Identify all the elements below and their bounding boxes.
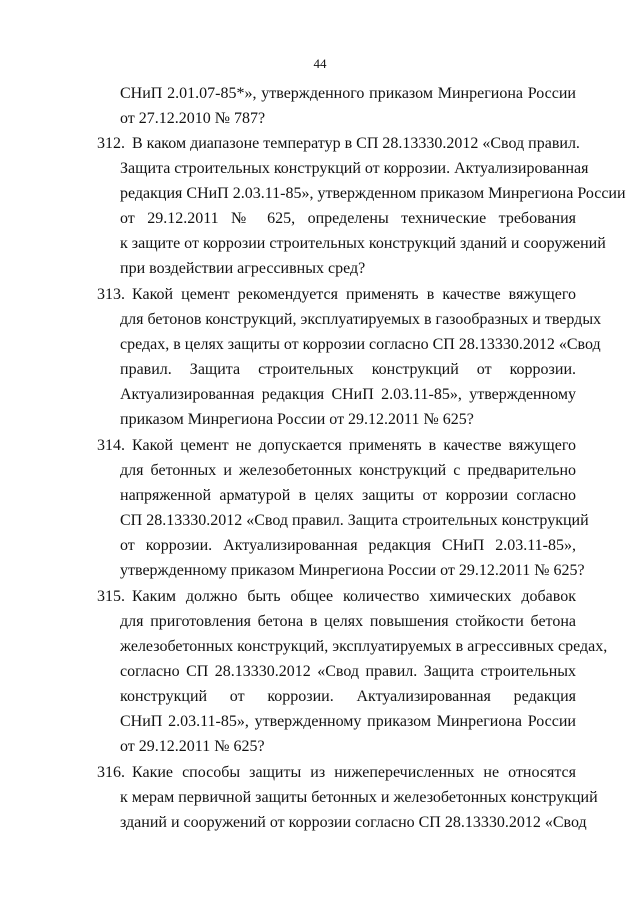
question-line: редакция СНиП 2.03.11-85», утвержденном приказом Минрегиона России bbox=[120, 185, 626, 202]
question-line: от 29.12.2011 № 625? bbox=[120, 738, 265, 755]
question-line: правил. Защита строительных конструкций от коррозии. bbox=[120, 361, 576, 378]
page-number: 44 bbox=[313, 56, 327, 71]
question-line: напряженной арматурой в целях защиты от коррозии согласно bbox=[120, 487, 576, 504]
question-line: В каком диапазоне температур в СП 28.13330.2012 «Свод правил. bbox=[132, 135, 580, 152]
question-number: 313. bbox=[97, 286, 125, 303]
question-line: Какие способы защиты из нижеперечисленных не относятся bbox=[132, 764, 576, 781]
question-number: 315. bbox=[97, 588, 125, 605]
question-line: СП 28.13330.2012 «Свод правил. Защита строительных конструкций bbox=[120, 512, 589, 529]
question-line: средах, в целях защиты от коррозии согласно СП 28.13330.2012 «Свод bbox=[120, 336, 601, 353]
question-line: для бетонов конструкций, эксплуатируемых в газообразных и твердых bbox=[120, 311, 602, 328]
question-line: СНиП 2.03.11-85», утвержденному приказом Минрегиона России bbox=[120, 713, 576, 730]
question-number: 314. bbox=[97, 437, 125, 454]
question-line: Каким должно быть общее количество химических добавок bbox=[132, 588, 576, 605]
question-line: Защита строительных конструкций от коррозии. Актуализированная bbox=[120, 160, 589, 177]
question-line: зданий и сооружений от коррозии согласно СП 28.13330.2012 «Свод bbox=[120, 814, 587, 831]
question-number: 316. bbox=[97, 764, 125, 781]
question-line: от коррозии. Актуализированная редакция СНиП 2.03.11-85», bbox=[120, 537, 576, 554]
question-line: Какой цемент рекомендуется применять в качестве вяжущего bbox=[132, 286, 576, 303]
question-line: Актуализированная редакция СНиП 2.03.11-85», утвержденному bbox=[120, 386, 576, 403]
question-line: конструкций от коррозии. Актуализированная редакция bbox=[120, 688, 576, 705]
question-line: при воздействии агрессивных сред? bbox=[120, 260, 366, 277]
question-line: Какой цемент не допускается применять в качестве вяжущего bbox=[132, 437, 576, 454]
question-line: от 29.12.2011 № 625, определены технические требования bbox=[120, 210, 576, 227]
question-line: утвержденному приказом Минрегиона России от 29.12.2011 № 625? bbox=[120, 562, 585, 579]
question-line: к мерам первичной защиты бетонных и железобетонных конструкций bbox=[120, 789, 598, 806]
question-line: приказом Минрегиона России от 29.12.2011 № 625? bbox=[120, 411, 474, 428]
intro-line: СНиП 2.01.07-85*», утвержденного приказом Минрегиона России bbox=[120, 85, 576, 102]
intro-line: от 27.12.2010 № 787? bbox=[120, 110, 266, 127]
question-number: 312. bbox=[97, 135, 125, 152]
question-line: к защите от коррозии строительных конструкций зданий и сооружений bbox=[120, 235, 606, 252]
question-line: для приготовления бетона в целях повышения стойкости бетона bbox=[120, 613, 576, 630]
question-line: железобетонных конструкций, эксплуатируемых в агрессивных средах, bbox=[120, 638, 608, 655]
question-line: согласно СП 28.13330.2012 «Свод правил. Защита строительных bbox=[120, 663, 576, 680]
question-line: для бетонных и железобетонных конструкций с предварительно bbox=[120, 462, 576, 479]
